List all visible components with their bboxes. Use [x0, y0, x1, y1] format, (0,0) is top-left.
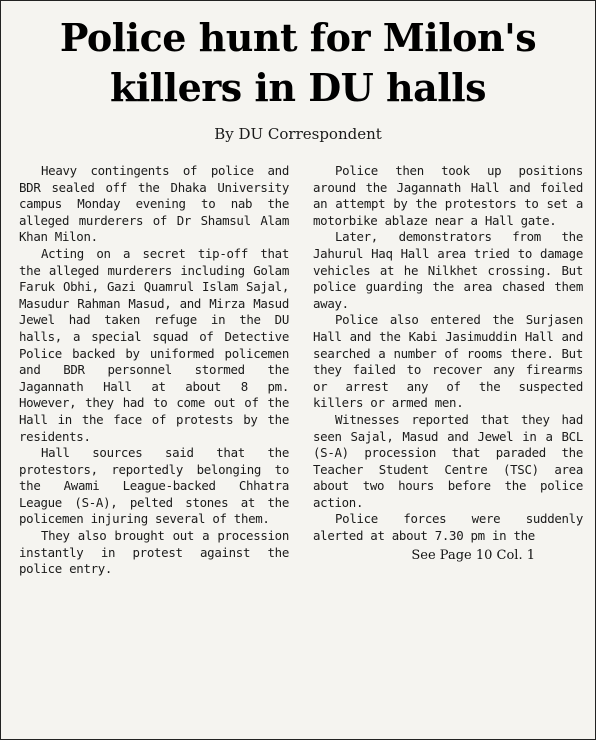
headline	[1, 1, 595, 113]
paragraph: Police also entered the Surjasen Hall and the Kabi Jasimuddin Hall and searched a number of rooms there. But they failed to recover any firearms or arrest any of the suspected killers or armed men.	[313, 312, 583, 411]
headline-line-1: Police hunt for Milon's	[59, 15, 537, 60]
left-column	[19, 163, 289, 578]
paragraph: Police forces were suddenly alerted at about 7.30 pm in the	[313, 511, 583, 544]
paragraph: Acting on a secret tip-off that the alleged murderers including Golam Faruk Obhi, Gazi Quamrul Islam Sajal, Masudur Rahman Masud, and Mirza Masud Jewel had taken refuge in the DU halls, a special squad of Detective Police backed by uniformed policemen and BDR personnel stormed the Jagannath Hall at about 8 pm. However, they had to come out of the Hall in the face of protests by the residents.	[19, 245, 289, 444]
paragraph: They also brought out a procession instantly in protest against the police entry.	[19, 528, 289, 577]
paragraph: Heavy contingents of police and BDR sealed off the Dhaka University campus Monday evening to nab the alleged murderers of Dr Shamsul Alam Khan Milon.	[19, 163, 289, 245]
paragraph: Hall sources said that the protestors, reportedly belonging to the Awami League-backed Chhatra League (S-A), pelted stones at the policemen injuring several of them.	[19, 445, 289, 527]
paragraph: Police then took up positions around the Jagannath Hall and foiled an attempt by the protestors to set a motorbike ablaze near a Hall gate.	[313, 163, 583, 228]
headline-line-2: killers in DU halls	[109, 65, 487, 110]
right-column	[313, 163, 583, 578]
article-body	[19, 163, 583, 578]
paragraph: Witnesses reported that they had seen Sajal, Masud and Jewel in a BCL (S-A) procession that paraded the Teacher Student Centre (TSC) area about two hours before the police action.	[313, 411, 583, 510]
byline: By DU Correspondent	[214, 125, 382, 143]
continuation-note: See Page 10 Col. 1	[411, 547, 535, 563]
paragraph: Later, demonstrators from the Jahurul Haq Hall area tried to damage vehicles at he Nilkhet crossing. But police guarding the area chased them away.	[313, 229, 583, 311]
